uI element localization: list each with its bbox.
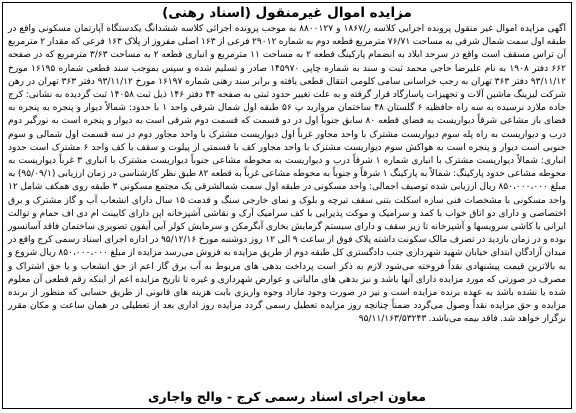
notice-title: مزایده اموال غیرمنقول (اسناد رهنی) (162, 5, 412, 21)
auction-notice (2, 2, 572, 409)
notice-body: آگهی مزایده اموال غیر منقول پرونده اجرایی کلاسه ر/۱۸۶۷ و ۸۸۰۰۱۲۷ به موجب پرونده اجرائی کلاسه ششدانگ یکدستگاه آپارتمان مسکونی واقع در طبقه اول سمت شمال شرقی به مساحت ۷۶/۷۱ مترمربع قطعه دوم به شماره ۲۹۰۱۲ فرعی از ۱۶۳ اصلی مفروز از پلاک ۱۶۳ فرعی که مقدار ۲ مترمربع آن تراس مسقف است واقع در سرحد ابلاد به انضمام پارکینگ قطعه ۲ به مساحت ۱۱ مترمربع و انباری قطعه ۲ به مساحت ۳/۶۳ مترمربع که در صفحه ۶۶۲ دفتر ۱۹۰۸ به نام علیرضا حاجی محمد ثبت و سند به شماره چاپی ۱۴۵۹۷۰ صادر و تسلیم شده و سپس بموجب سند قطعی شماره ۱۶۱۹۵ مورخ ۹۳/۱۱/۱۲ دفتر ۳۶۳ تهران به رجب خراسانی سامی کلومی انتقال قطعی یافته و برابر سند رهنی شماره ۱۶۱۹۷ مورخ ۹۳/۱۱/۱۲ دفتر ۳۶۳ تهران در رهن شرکت لیزینگ ماشین آلات و تجهیزات پاسارگاد قرار گرفته و به علت تغییر حدود ثبتی به صفحه ۴۴ دفتر ۱۴۶ ذیل ثبت ۱۴۰۵۸ ثبت گردیده به نشانی: کرج جاده ملارد نرسیده به سه راه حافظیه ۶ گلستان ۴۸ ساختمان مروارید پ ۵۶ طبقه اول شمال شرقی واحد ۱ با حدود: شمالاً دیوار و پنجره به پنجره به فضای باز مشاعی شرقاً دیواریست به فضای قطعه ۸۰ سابق جنوباً اول در دو قسمت که قسمت دوم شرقی است به دیوار و پنجره است به نورگیر دوم درب و دیواریست به راه پله سوم دیواریست مشترک با واحد مجاور غرباً اول دیواریست مشترک با واحد مجاور دوم در سه قسمت اول شمالی و سوم جنوبی است دیوار و پنجره است به هواکش سوم دیواریست مشترک با واحد مجاور کف با قسمتی از پیلوت و سقف با کف واحد ۶ مشترک است حدود انباری: شمالاً دیواریست مشترک با انباری شماره ۱ شرقاً درب و دیواریست به محوطه مشاعی جنوباً دیواریست مشترک با انباری ۳ غرباً دیواریست به محوطه مشاعی حدود پارکینگ: شمالاً به پارکینگ ۱ شرقاً و جنوباً به محوطه مشاعی غرباً به قطعه ۸۲ طبق نظر کارشناسی در زمان ارزیابی (۹۵/۰۹/۱) به مبلغ ۸۵۰،۰۰۰،۰۰۰ ریال ارزیابی شده توصیف اجمالی: واحد مسکونی در طبقه اول سمت شمالشرقی یک مجتمع مسکونی ۳ طبقه روی همکف شامل ۱۲ واحد مسکونی با مشخصات فنی سازه اسکلت بتنی سقف تیرچه و بلوک و نمای خارجی سنگ و قدمت ۱۵ سال دارای انشعاب آب و گاز مشترک و برق اختصاصی و دارای دو اتاق خواب با کمد و سرامیک و موکت پذیرایی با کف سرامیک آرک و نقاشی آشپزخانه اپن دارای کابینت ام دی اف حمام و توالت ایرانی با کاشی سرویسها و آشپزخانه تا زیر سقف و دارای سیستم گرمایش بخاری آبگرمکن و سرمایش کولر آبی آیفون تصویری ساختمان فاقد آسانسور بوده و در زمان بازدید در تصرف مالک سکونت داشته پلاک فوق از ساعت ۹ الی ۱۲ روز دوشنبه مورخ ۹۵/۱۲/۱۶ در اداره اجرای اسناد رسمی کرج واقع در میدان آزادگان ابتدای خیابان شهید شهرداری جنب دادگستری کل طبقه دوم از طریق مزایده به فروش می‌رسد مزایده از مبلغ ۸۵۰،۰۰۰،۰۰۰ ریال شروع و به بالاترین قیمت پیشنهادی نقداً فروخته می‌شود لازم به ذکر است پرداخت بدهی های مربوط به آب برق گاز اعم از حق انشعاب و یا حق اشتراک و مصرف در صورتی که مورد مزایده دارای آنها باشد و نیز بدهی های مالیاتی و عوارض شهرداری و غیره تا تاریخ مزایده اعم از اینکه رقم قطعی آن معلوم شده یا نشده باشد به عهده برنده مزایده است و نیز در صورت وجود مازاد وجوه واریزی بابت هزینه های قانونی از طریق حسابی که منظور از برنده مزایده و حق مزایده نقداً وصول می‌گردد ضمناً چنانچه روز مزایده تعطیل رسمی گردد مزایده روز اداری بعد از تعطیلی در همان ساعت و مکان مقرر برگزار خواهد شد. فاقد بیمه می‌باشد. ۹۵/۱۱/۱۶۳/۵۳۲۴۳ (8, 24, 567, 325)
notice-signature: معاون اجرای اسناد رسمی کرج - والح واجاری (148, 389, 426, 404)
